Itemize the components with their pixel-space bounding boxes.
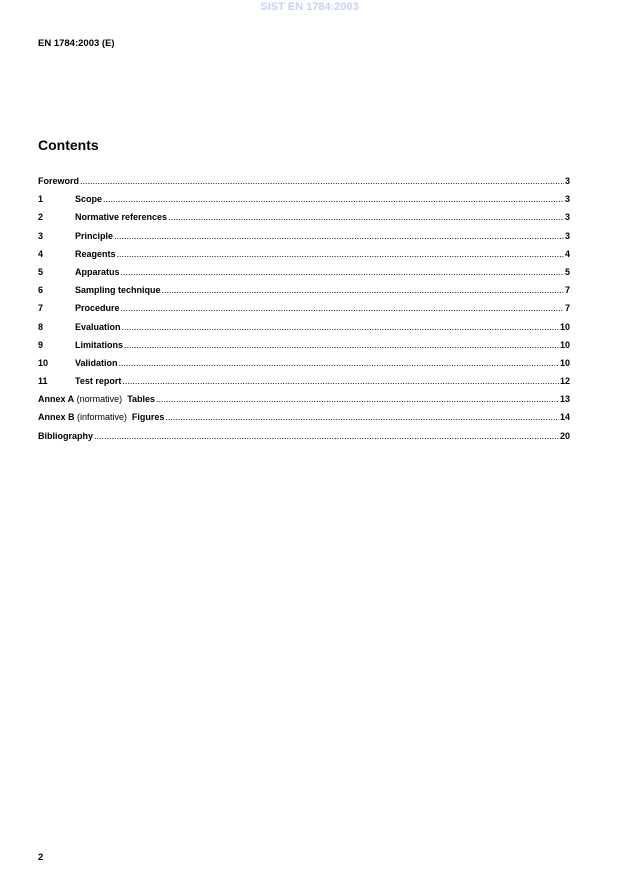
toc-entry-number: 9: [38, 339, 44, 350]
toc-entry-title: Principle: [75, 230, 114, 241]
toc-entry-title: Bibliography: [38, 430, 94, 441]
toc-leader-dots: [168, 212, 564, 222]
toc-entry-page: 14: [559, 412, 570, 423]
toc-leader-dots: [94, 431, 559, 441]
toc-leader-dots: [117, 249, 564, 259]
contents-heading: Contents: [38, 137, 99, 153]
toc-leader-dots: [121, 303, 564, 313]
toc-entry-apparatus[interactable]: [38, 267, 570, 285]
toc-entry-title: Procedure: [75, 303, 120, 314]
toc-leader-dots: [103, 194, 564, 204]
toc-entry-page: 10: [559, 339, 570, 350]
toc-entry-title: Limitations: [75, 339, 124, 350]
toc-entry-evaluation[interactable]: [38, 322, 570, 340]
toc-entry-number: 6: [38, 285, 44, 296]
toc-leader-dots: [121, 267, 564, 277]
toc-leader-dots: [156, 394, 559, 404]
toc-entry-foreword[interactable]: [38, 176, 570, 194]
toc-entry-normative-references[interactable]: [38, 212, 570, 230]
toc-annex-title: Figures: [131, 412, 165, 423]
toc-entry-page: 3: [564, 230, 570, 241]
toc-entry-principle[interactable]: [38, 231, 570, 249]
page-number: 2: [38, 852, 44, 863]
toc-entry-annex-a[interactable]: [38, 394, 570, 412]
toc-entry-title: Evaluation: [75, 321, 121, 332]
toc-entry-title: Sampling technique: [75, 285, 161, 296]
toc-entry-page: 7: [564, 285, 570, 296]
toc-entry-number: 11: [38, 376, 48, 387]
toc-entry-annex-b[interactable]: [38, 412, 570, 430]
toc-entry-test-report[interactable]: [38, 376, 570, 394]
toc-entry-title: Reagents: [75, 248, 116, 259]
toc-entry-page: 3: [564, 176, 570, 186]
toc-entry-number: 3: [38, 230, 44, 241]
toc-annex-type: (informative): [76, 412, 127, 423]
toc-annex-label: Annex B: [38, 412, 75, 423]
document-id-header: EN 1784:2003 (E): [38, 38, 115, 49]
toc-entry-page: 12: [559, 376, 570, 387]
toc-entry-title: Normative references: [75, 212, 168, 223]
toc-entry-sampling-technique[interactable]: [38, 285, 570, 303]
toc-annex-title: Tables: [127, 394, 156, 405]
toc-leader-dots: [165, 412, 559, 422]
watermark: SIST EN 1784:2003: [260, 1, 359, 13]
toc-leader-dots: [124, 340, 559, 350]
toc-entry-limitations[interactable]: [38, 340, 570, 358]
toc-leader-dots: [80, 176, 564, 186]
toc-entry-page: 3: [564, 212, 570, 223]
toc-entry-title: Test report: [75, 376, 122, 387]
table-of-contents: [38, 176, 570, 449]
toc-leader-dots: [114, 231, 564, 241]
toc-entry-number: 7: [38, 303, 44, 314]
toc-entry-page: 7: [564, 303, 570, 314]
toc-entry-scope[interactable]: [38, 194, 570, 212]
toc-annex-label: Annex A: [38, 394, 75, 405]
toc-entry-page: 4: [564, 248, 570, 259]
toc-entry-number: 1: [38, 194, 44, 205]
toc-entry-page: 10: [559, 357, 570, 368]
toc-entry-number: 10: [38, 357, 49, 368]
toc-entry-number: 4: [38, 248, 44, 259]
toc-entry-page: 3: [564, 194, 570, 205]
toc-leader-dots: [162, 285, 564, 295]
toc-entry-page: 13: [559, 394, 570, 405]
toc-entry-bibliography[interactable]: [38, 431, 570, 449]
toc-entry-number: 8: [38, 321, 44, 332]
toc-entry-page: 20: [559, 430, 570, 441]
toc-entry-number: 2: [38, 212, 44, 223]
toc-leader-dots: [122, 376, 559, 386]
toc-leader-dots: [119, 358, 559, 368]
toc-leader-dots: [122, 322, 559, 332]
toc-entry-page: 5: [564, 266, 570, 277]
toc-entry-number: 5: [38, 266, 44, 277]
toc-entry-reagents[interactable]: [38, 249, 570, 267]
toc-entry-title: Validation: [75, 357, 118, 368]
toc-entry-page: 10: [559, 321, 570, 332]
toc-entry-title: Scope: [75, 194, 103, 205]
toc-annex-type: (normative): [76, 394, 123, 405]
toc-entry-title: Apparatus: [75, 266, 120, 277]
toc-entry-validation[interactable]: [38, 358, 570, 376]
toc-entry-procedure[interactable]: [38, 303, 570, 321]
toc-entry-title: Foreword: [38, 176, 80, 186]
